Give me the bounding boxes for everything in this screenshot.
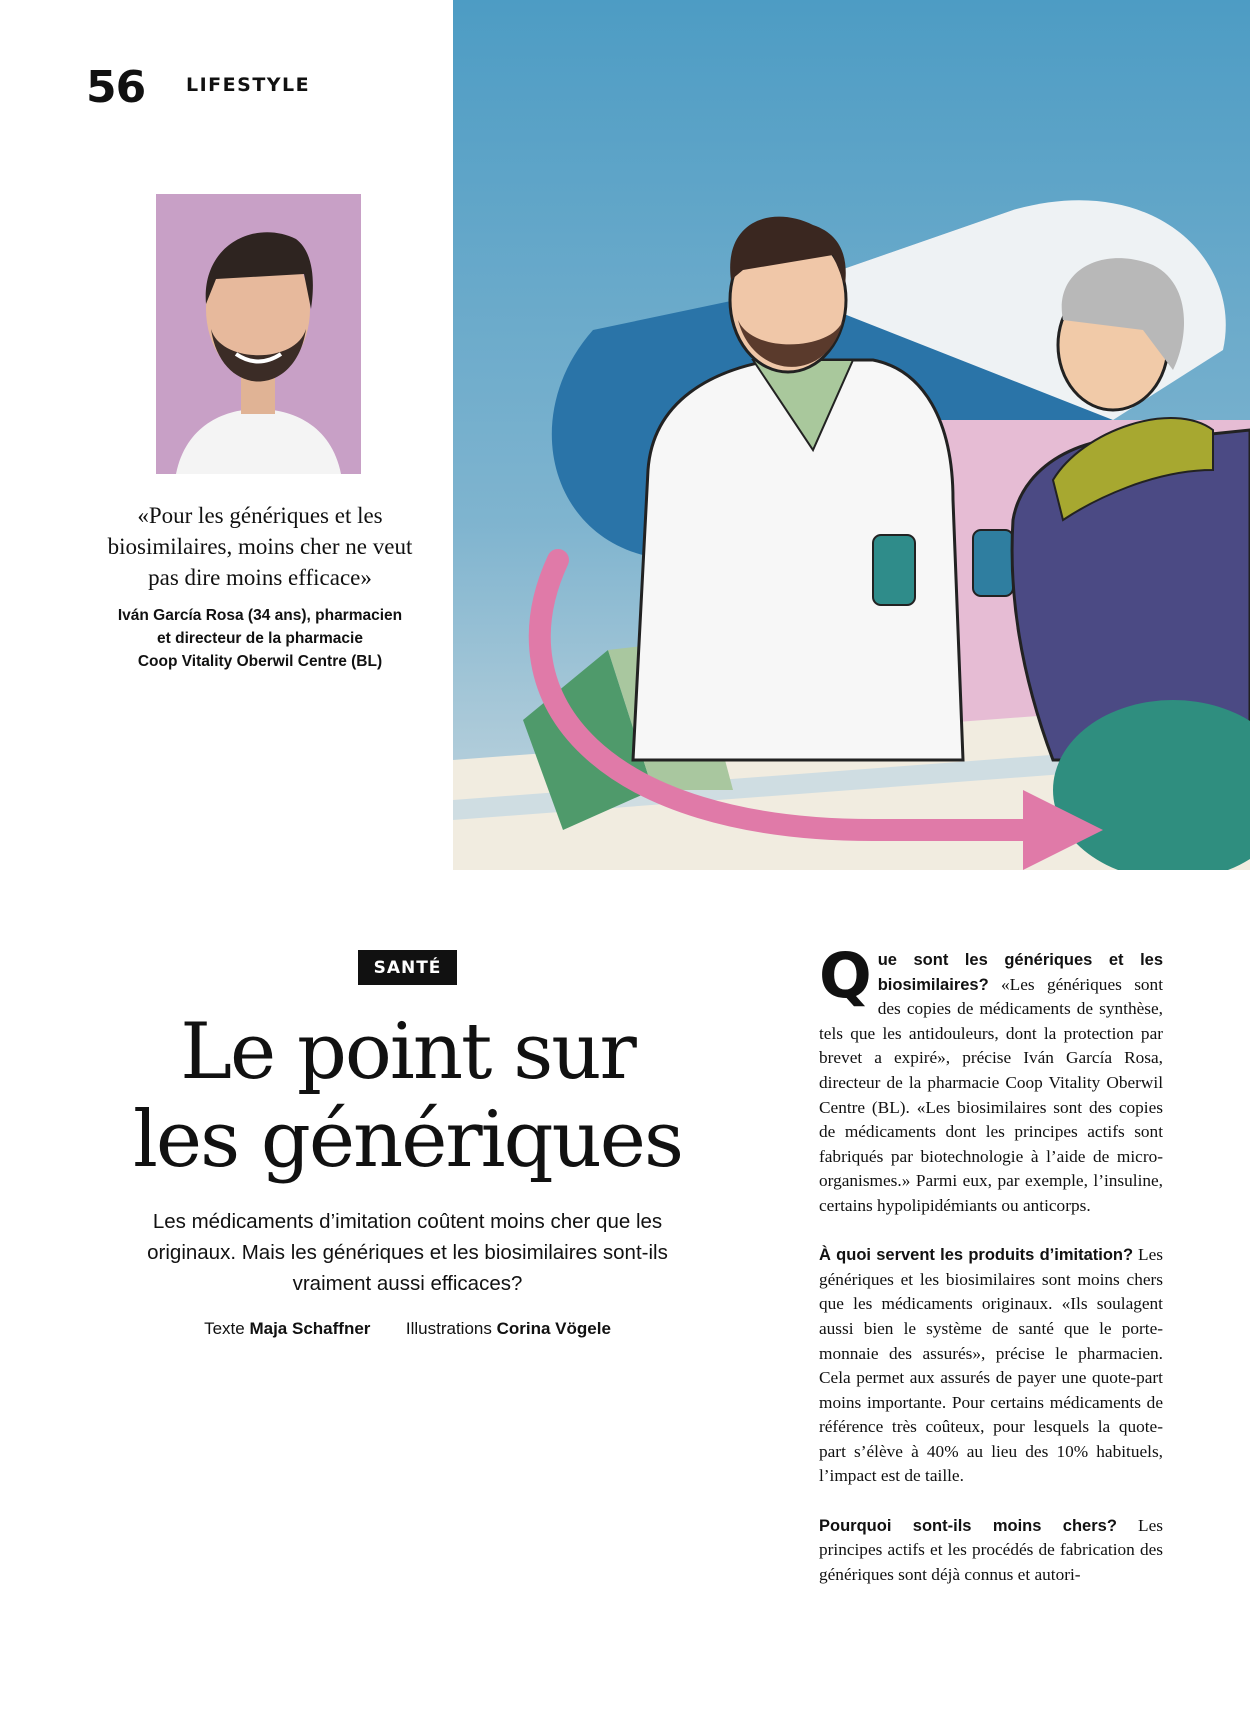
text-label: Texte (204, 1319, 245, 1338)
attribution-line: Coop Vitality Oberwil Centre (BL) (137, 653, 383, 670)
paragraph-question: ue sont les génériques et les biosimilaires? (877, 951, 1163, 994)
category-tag: SANTÉ (358, 950, 457, 985)
author-name: Maja Schaffner (249, 1319, 371, 1338)
title-line: Le point sur (180, 1007, 635, 1097)
article-title (100, 1008, 715, 1184)
paragraph-text: «Les génériques sont des copies de médicaments de synthèse, tels que les antidouleurs, dont la protection par brevet a expiré», précise Iván García Rosa, directeur de la pharmacie Coop Vitality Oberwil Centre (BL). «Les biosimilaires sont des copies de médicaments dont les principes actifs sont fabriqués par biotechnologie à l’aide de micro-organismes.» Parmi eux, par exemple, l’insuline, certains hypolipidémiants ou anticorps. (819, 974, 1163, 1215)
attribution-line: Iván García Rosa (34 ans), pharmacien (117, 607, 403, 624)
article-body (819, 939, 1163, 1612)
illustrator-name: Corina Vögele (496, 1319, 611, 1338)
pull-quote: «Pour les génériques et les biosimilaires, moins cher ne veut pas dire moins efficace» (107, 503, 413, 590)
drop-cap: Q (819, 939, 872, 1012)
paragraph-question: Pourquoi sont-ils moins chers? (819, 1516, 1117, 1535)
article-credits (100, 1319, 715, 1339)
quote-attribution (100, 604, 420, 673)
article-lead: Les médicaments d’imitation coûtent moins cher que les originaux. Mais les génériques et les biosimilaires sont-ils vraiment aussi efficaces? (147, 1210, 668, 1295)
illustrations-label: Illustrations (405, 1319, 492, 1338)
body-paragraph (819, 1514, 1163, 1588)
pharmacy-illustration (453, 0, 1250, 870)
paragraph-question: À quoi servent les produits d’imitation? (819, 1246, 1134, 1265)
page-number: 56 (86, 62, 146, 113)
title-line: les génériques (132, 1095, 682, 1185)
paragraph-text: Les génériques et les biosimilaires sont moins chers que les médicaments originaux. «Ils soulagent aussi bien le système de santé que le porte-monnaie des assurés», précise le pharmacien. Cela permet aux assurés de payer une quote-part moins importante. Pour certains médicaments de référence très coûteux, pour lesquels la quote-part s’élève à 40% au lieu des 10% habituels, l’impact est de taille. (819, 1245, 1163, 1486)
attribution-line: et directeur de la pharmacie (157, 630, 363, 647)
pharmacist-portrait (156, 194, 361, 474)
body-paragraph (819, 939, 1163, 1219)
section-label: LIFESTYLE (186, 74, 311, 96)
paragraph-text: Les principes actifs et les procédés de fabrication des génériques sont déjà connus et autori- (819, 1515, 1163, 1584)
body-paragraph (819, 1243, 1163, 1489)
